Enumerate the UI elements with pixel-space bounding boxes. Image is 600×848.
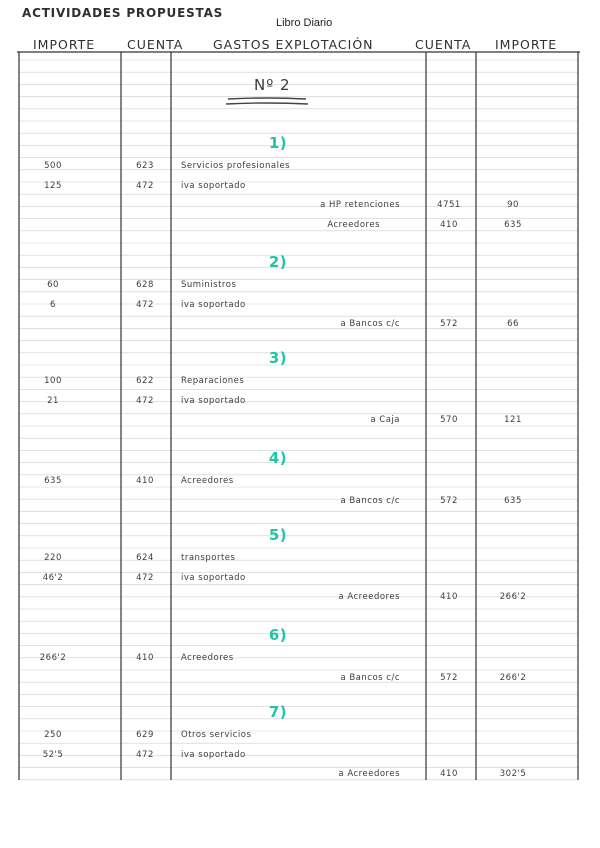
- page-heading: ACTIVIDADES PROPUESTAS: [22, 6, 224, 20]
- header-credit-amount: IMPORTE: [495, 37, 558, 52]
- credit-amount: 302'5: [499, 769, 527, 779]
- debit-account: 629: [136, 730, 154, 740]
- debit-description: iva soportado: [181, 749, 246, 760]
- debit-account: 472: [136, 395, 154, 406]
- debit-description: Acreedores: [181, 476, 234, 486]
- title-underline: [226, 98, 308, 104]
- debit-account: 622: [136, 376, 154, 386]
- debit-account: 472: [136, 180, 154, 191]
- credit-account: 410: [440, 592, 458, 602]
- credit-account: 572: [440, 672, 458, 683]
- debit-amount: 500: [44, 161, 62, 171]
- debit-description: iva soportado: [181, 572, 246, 583]
- entry-number: 6): [268, 626, 288, 644]
- debit-description: iva soportado: [181, 395, 246, 406]
- debit-description: Otros servicios: [181, 730, 252, 740]
- underline-1: [228, 98, 306, 99]
- debit-description: Suministros: [181, 280, 237, 290]
- credit-description: a Acreedores: [338, 592, 400, 602]
- credit-description: a HP retenciones: [320, 200, 400, 210]
- underline-2: [226, 103, 308, 104]
- debit-account: 628: [136, 280, 154, 290]
- debit-account: 623: [136, 161, 154, 171]
- header-debit-account: CUENTA: [127, 37, 184, 52]
- debit-amount: 100: [44, 376, 62, 386]
- debit-description: Acreedores: [181, 653, 234, 663]
- entry-number: 5): [268, 526, 288, 544]
- debit-amount: 125: [44, 180, 62, 191]
- credit-amount: 66: [507, 319, 519, 329]
- debit-description: Reparaciones: [181, 376, 245, 386]
- entry-number: 4): [268, 449, 288, 467]
- credit-amount: 266'2: [499, 592, 527, 602]
- debit-account: 472: [136, 749, 154, 760]
- credit-description: Acreedores: [327, 219, 380, 230]
- debit-description: Servicios profesionales: [181, 161, 291, 171]
- debit-account: 472: [136, 572, 154, 583]
- credit-account: 572: [440, 319, 458, 329]
- entry-number: 2): [268, 253, 288, 271]
- debit-amount: 250: [44, 730, 62, 740]
- debit-amount: 6: [50, 299, 56, 310]
- credit-amount: 266'2: [499, 672, 527, 683]
- entry-number: 7): [268, 703, 288, 721]
- credit-description: a Caja: [370, 415, 400, 425]
- debit-amount: 21: [47, 395, 59, 406]
- credit-amount: 121: [504, 415, 522, 425]
- debit-account: 410: [136, 653, 154, 663]
- debit-description: iva soportado: [181, 180, 246, 191]
- debit-account: 410: [136, 476, 154, 486]
- credit-account: 572: [440, 495, 458, 506]
- debit-account: 472: [136, 299, 154, 310]
- credit-amount: 635: [504, 495, 522, 506]
- credit-description: a Acreedores: [338, 769, 400, 779]
- entry-number: 3): [268, 349, 288, 367]
- debit-amount: 60: [47, 280, 59, 290]
- credit-description: a Bancos c/c: [340, 319, 400, 329]
- credit-description: a Bancos c/c: [340, 495, 400, 506]
- debit-description: iva soportado: [181, 299, 246, 310]
- credit-amount: 635: [504, 219, 522, 230]
- debit-description: transportes: [181, 553, 236, 563]
- credit-account: 410: [440, 769, 458, 779]
- credit-account: 4751: [437, 200, 461, 210]
- sheet-number: Nº 2: [254, 76, 291, 94]
- debit-amount: 220: [44, 553, 62, 563]
- book-title: Libro Diario: [276, 17, 333, 29]
- debit-amount: 46'2: [42, 572, 64, 583]
- header-debit-amount: IMPORTE: [33, 37, 96, 52]
- header-credit-account: CUENTA: [415, 37, 472, 52]
- debit-amount: 52'5: [42, 749, 64, 760]
- header-concept: GASTOS EXPLOTACIÓN: [213, 37, 374, 52]
- credit-description: a Bancos c/c: [340, 672, 400, 683]
- debit-amount: 635: [44, 476, 62, 486]
- credit-account: 570: [440, 415, 458, 425]
- credit-account: 410: [440, 219, 458, 230]
- credit-amount: 90: [507, 200, 519, 210]
- debit-amount: 266'2: [39, 653, 67, 663]
- entry-number: 1): [268, 134, 288, 152]
- debit-account: 624: [136, 553, 154, 563]
